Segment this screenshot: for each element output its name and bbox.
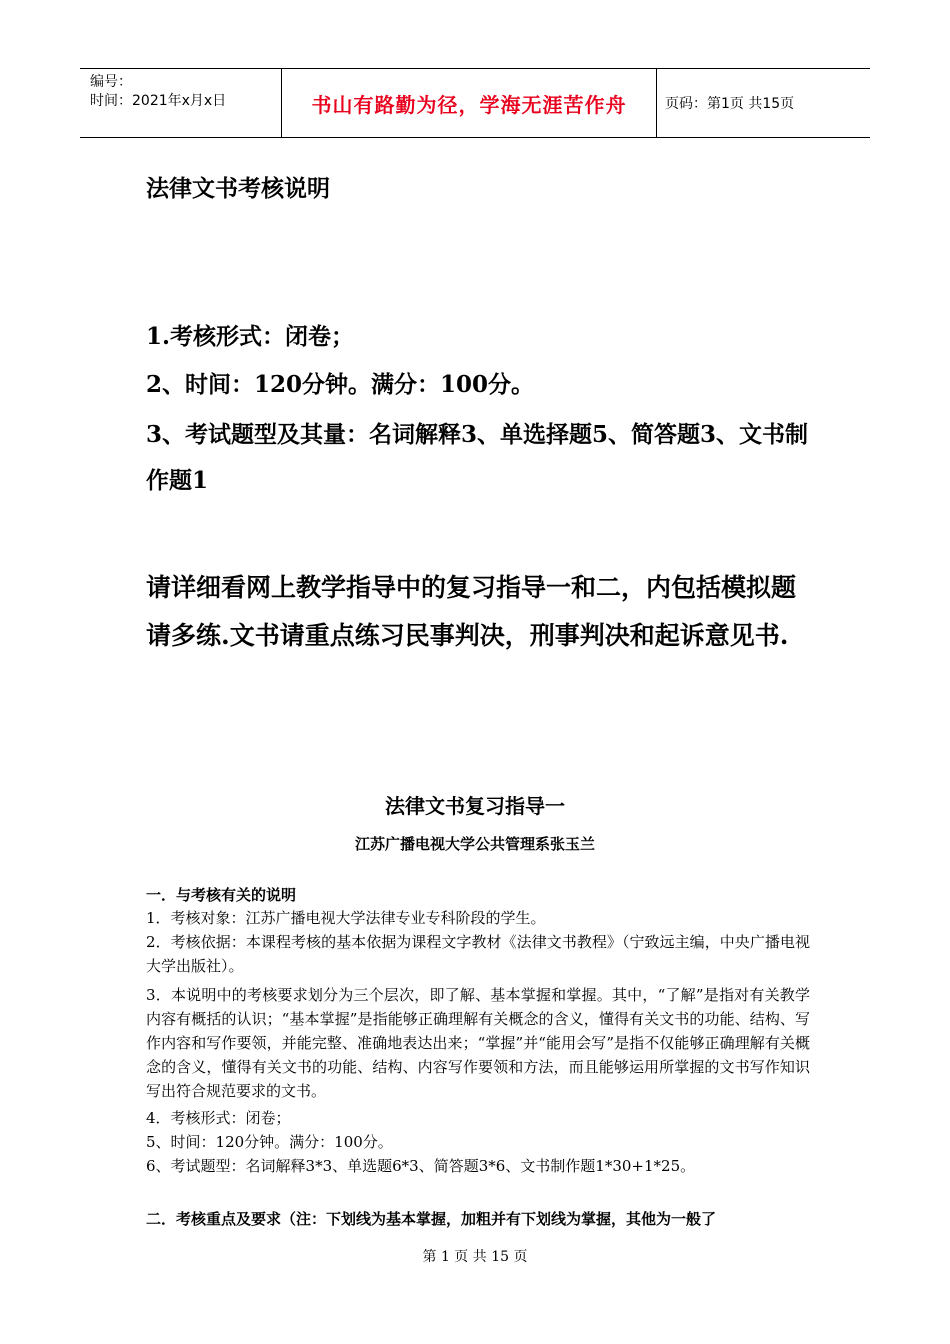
page-footer: 第 1 页 共 15 页 [422,1249,528,1265]
serial-label: 编号： [90,74,132,90]
exam-form: 1.考核形式：闭卷； [146,323,355,350]
guide-item: 4．考核形式：闭卷； [146,1109,291,1127]
guide-item: 1．考核对象：江苏广播电视大学法律专业专科阶段的学生。 [146,909,546,927]
guide-title: 法律文书复习指导一 [385,794,565,818]
guide-author: 江苏广播电视大学公共管理系张玉兰 [354,835,595,853]
page-header [80,68,870,138]
time-label: 时间：2021年x月x日 [90,93,227,109]
guide-item: 2．考核依据：本课程考核的基本依据为课程文字教材《法律文书教程》（宁致远主编，中央广播电视大学出版社）。 [146,933,810,975]
header-motto-cell [282,69,657,137]
guide-item: 5、时间：120分钟。满分：100分。 [146,1133,393,1151]
guide-item: 6、考试题型：名词解释3*3、单选题6*3、简答题3*6、文书制作题1*30+1*25。 [146,1157,696,1175]
header-page-info: 页码：第1页 共15页 [665,96,795,112]
header-meta [80,69,282,137]
exam-time: 2、时间：120分钟。满分：100分。 [146,371,535,398]
guide-item: 3．本说明中的考核要求划分为三个层次，即了解、基本掌握和掌握。其中，“了解”是指对有关教学内容有概括的认识；“基本掌握”是指能够正确理解有关概念的含义，懂得有关文书的功能、结构、写作内容和写作要领，并能完整、准确地表达出来；“掌握”并“能用会写”是指不仅能够正确理解有关概念的含义，懂得有关文书的功能、结构、内容写作要领和方法，而且能够运用所掌握的文书写作知识写出符合规范要求的文书。 [146,986,810,1100]
doc-title: 法律文书考核说明 [146,175,330,202]
study-note: 请详细看网上教学指导中的复习指导一和二，内包括模拟题请多练.文书请重点练习民事判决，刑事判决和起诉意见书. [146,573,797,650]
section2-heading: 二．考核重点及要求（注：下划线为基本掌握，加粗并有下划线为掌握，其他为一般了 [146,1210,717,1228]
section1-heading: 一．与考核有关的说明 [146,886,297,904]
exam-types: 3、考试题型及其量：名词解释3、单选择题5、简答题3、文书制作题1 [146,421,809,494]
header-motto: 书山有路勤为径，学海无涯苦作舟 [311,92,627,117]
